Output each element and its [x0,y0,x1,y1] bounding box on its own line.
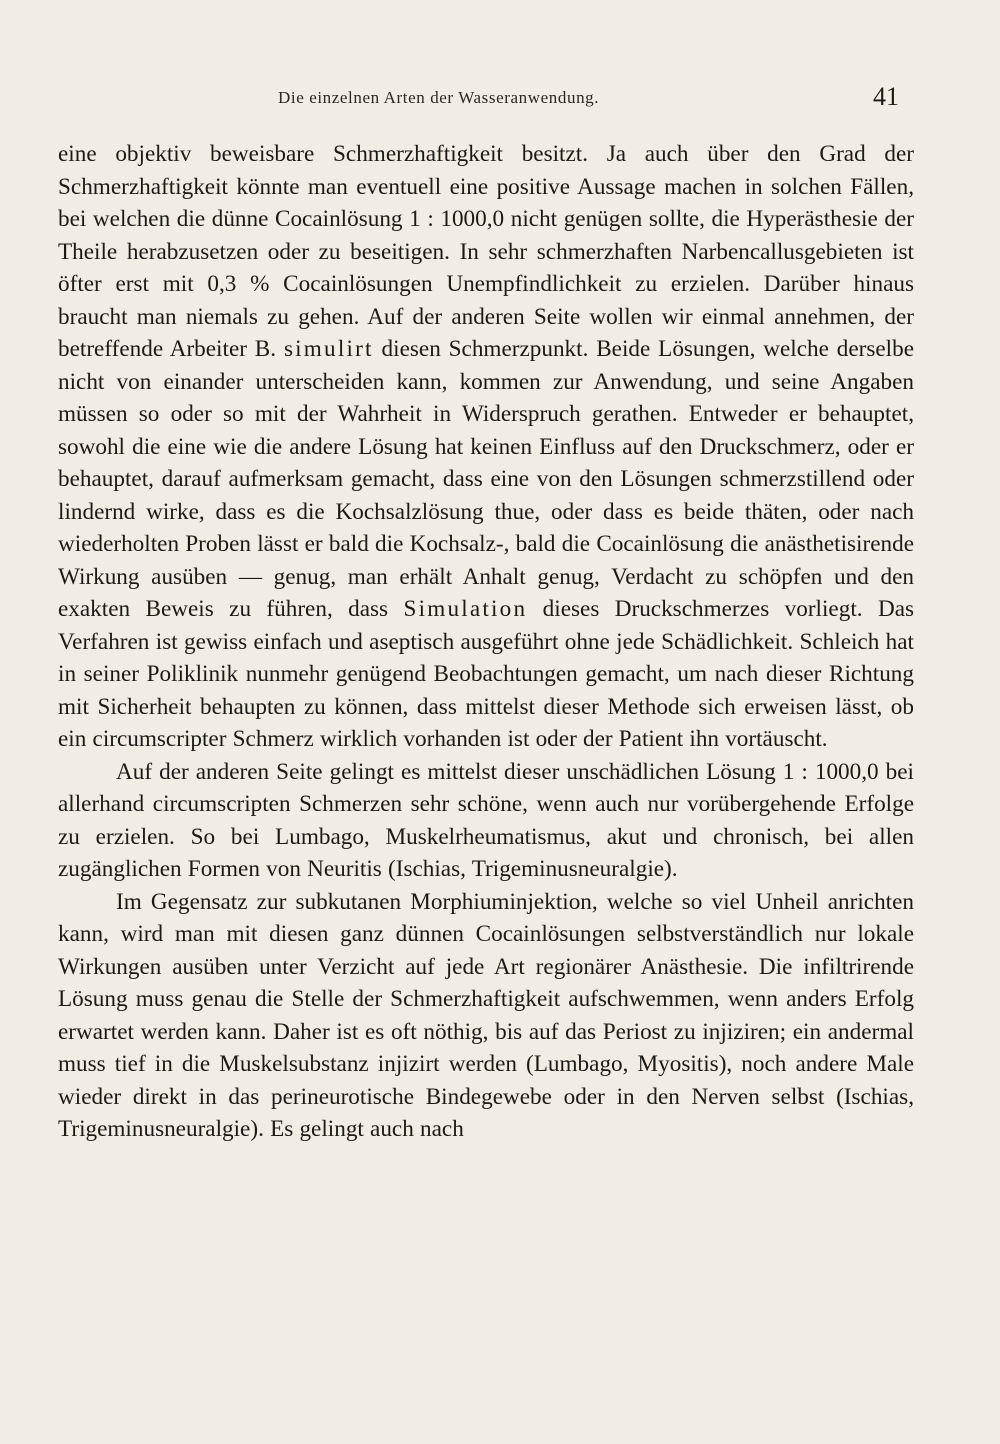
emphasis-simulation: Simulation [403,596,528,622]
paragraph-2: Auf der anderen Seite gelingt es mittelst dieser unschädlichen Lösung 1 : 1000,0 bei allerhand circumscripten Schmerzen sehr schöne, wenn auch nur vorübergehende Erfolge zu erzielen. So bei Lumbago, Muskelrheumatismus, akut und chronisch, bei allen zugänglichen Formen von Neuritis (Ischias, Trigeminusneuralgie). [58,758,914,882]
paragraph-1-part-3: dieses Druckschmerzes vorliegt. Das Verfahren ist gewiss einfach und aseptisch ausgeführt ohne jede Schädlichkeit. Schleich hat in seiner Poliklinik nunmehr genügend Beobachtungen gemacht, um nach dieser Richtung mit Sicherheit behaupten zu können, dass mittelst dieser Methode sich erweisen lässt, ob ein circumscripter Schmerz wirklich vorhanden ist oder der Patient ihn vortäuscht. [58,596,915,752]
body-text [58,138,914,1146]
paragraph-1-part-1: eine objektiv beweisbare Schmerzhaftigkeit besitzt. Ja auch über den Grad der Schmerzhaftigkeit könnte man eventuell eine positive Aussage machen in solchen Fällen, bei welchen die dünne Cocainlösung 1 : 1000,0 nicht genügen sollte, die Hyperästhesie der Theile herabzusetzen oder zu beseitigen. In sehr schmerzhaften Narbencallusgebieten ist öfter erst mit 0,3 % Cocainlösungen Unempfindlichkeit zu erzielen. Darüber hinaus braucht man niemals zu gehen. Auf der anderen Seite wollen wir einmal annehmen, der betreffende Arbeiter B. [58,141,914,362]
paragraph-1-part-2: diesen Schmerzpunkt. Beide Lösungen, welche derselbe nicht von einander unterscheiden kann, kommen zur Anwendung, und seine Angaben müssen so oder so mit der Wahrheit in Widerspruch gerathen. Entweder er behauptet, sowohl die eine wie die andere Lösung hat keinen Einfluss auf den Druckschmerz, oder er behauptet, darauf aufmerksam gemacht, dass eine von den Lösungen schmerzstillend oder lindernd wirke, dass es die Kochsalzlösung thue, oder dass es beide thäten, oder nach wiederholten Proben lässt er bald die Kochsalz-, bald die Cocainlösung die anästhetisirende Wirkung ausüben — genug, man erhält Anhalt genug, Verdacht zu schöpfen und den exakten Beweis zu führen, dass [58,336,915,622]
page-number: 41 [873,82,899,111]
paragraph-3: Im Gegensatz zur subkutanen Morphiuminjektion, welche so viel Unheil anrichten kann, wird man mit diesen ganz dünnen Cocainlösungen selbstverständlich nur lokale Wirkungen ausüben unter Verzicht auf jede Art regionärer Anästhesie. Die infiltrirende Lösung muss genau die Stelle der Schmerzhaftigkeit aufschwemmen, wenn anders Erfolg erwartet werden kann. Daher ist es oft nöthig, bis auf das Periost zu injiziren; ein andermal muss tief in die Muskelsubstanz injizirt werden (Lumbago, Myositis), noch andere Male wieder direkt in das perineurotische Bindegewebe oder in den Nerven selbst (Ischias, Trigeminusneuralgie). Es gelingt auch nach [58,888,914,1142]
running-title: Die einzelnen Arten der Wasseranwendung. [278,88,600,107]
paragraph-1 [58,138,914,756]
emphasis-simulirt: simulirt [283,336,374,362]
